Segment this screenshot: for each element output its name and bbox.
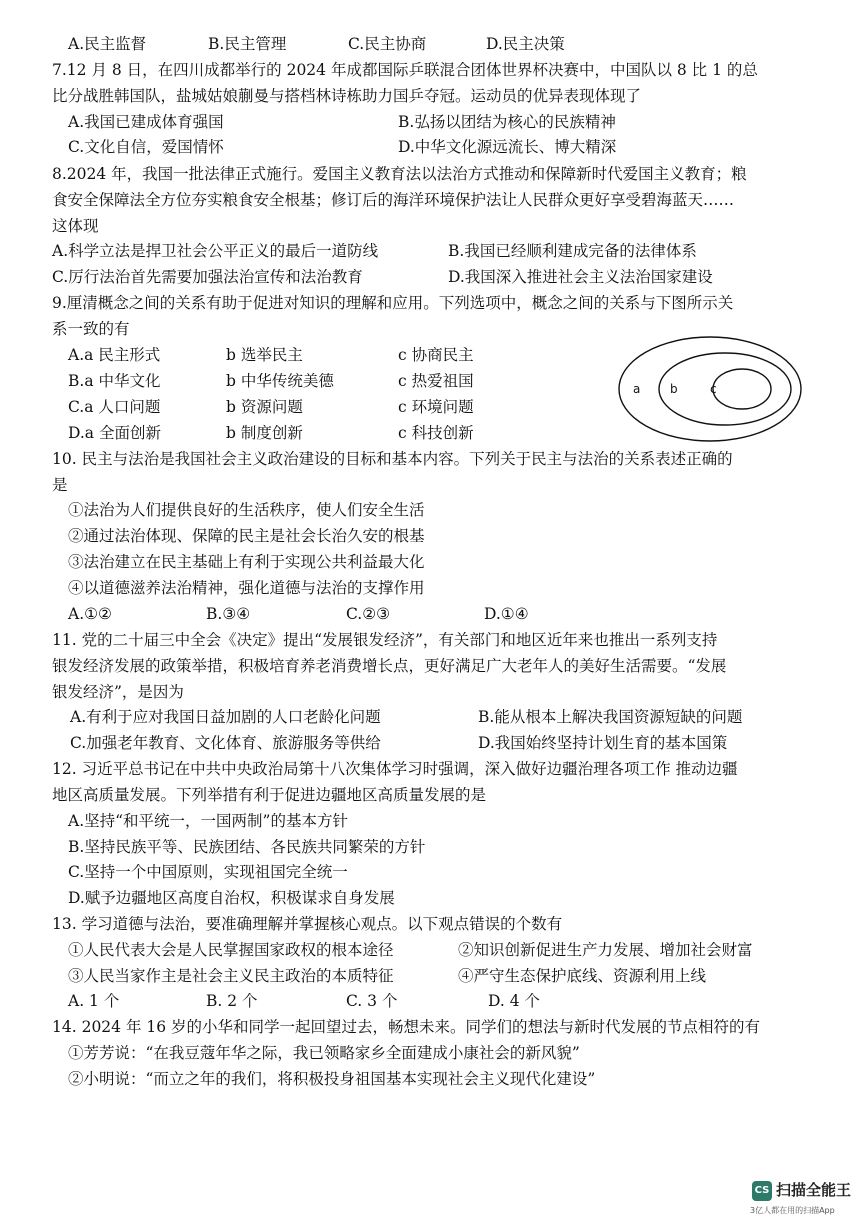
q13-stem: 13. 学习道德与法治，要准确理解并掌握核心观点。以下观点错误的个数有: [52, 915, 563, 933]
q7-stem-line-1: 7.12 月 8 日，在四川成都举行的 2024 年成都国际乒联混合团体世界杯决赛中，中国队以 8 比 1 的总: [52, 61, 758, 79]
q9-row-b-b: b 中华传统美德: [226, 372, 334, 390]
camscanner-slogan: 3亿人都在用的扫描App: [750, 1206, 835, 1215]
q9-row-d-c: c 科技创新: [398, 424, 474, 442]
label-c: c: [710, 382, 717, 396]
q13-item-2: ②知识创新促进生产力发展、增加社会财富: [458, 941, 753, 959]
q10-option-c: C.②③: [346, 605, 391, 623]
q10-item-2: ②通过法治体现、保障的民主是社会长治久安的根基: [68, 527, 425, 545]
q11-option-a: A.有利于应对我国日益加剧的人口老龄化问题: [70, 708, 381, 726]
q11-option-c: C.加强老年教育、文化体育、旅游服务等供给: [70, 734, 381, 752]
q7-option-a: A.我国已建成体育强国: [68, 113, 224, 131]
q9-stem-line-2: 系一致的有: [52, 320, 130, 338]
q7-option-d: D.中华文化源远流长、博大精深: [398, 138, 617, 156]
q13-item-1: ①人民代表大会是人民掌握国家政权的根本途径: [68, 941, 394, 959]
q13-option-b: B. 2 个: [206, 992, 258, 1010]
label-b: b: [670, 382, 678, 396]
q11-stem-line-2: 银发经济发展的政策举措，积极培育养老消费增长点，更好满足广大老年人的美好生活需要。“发展: [52, 657, 727, 675]
q10-stem-line-2: 是: [52, 476, 68, 494]
q7-stem-line-2: 比分战胜韩国队，盐城姑娘蒯曼与搭档林诗栋助力国乒夺冠。运动员的优异表现体现了: [52, 87, 642, 105]
q8-option-d: D.我国深入推进社会主义法治国家建设: [448, 268, 713, 286]
q9-row-b-c: c 热爱祖国: [398, 372, 474, 390]
q8-option-a: A.科学立法是捍卫社会公平正义的最后一道防线: [52, 242, 379, 260]
q8-option-b: B.我国已经顺利建成完备的法律体系: [448, 242, 697, 260]
q9-row-d-a: D.a 全面创新: [68, 424, 161, 442]
q9-nested-ellipses-diagram: [615, 333, 805, 445]
q13-item-3: ③人民当家作主是社会主义民主政治的本质特征: [68, 967, 394, 985]
q8-stem-line-2: 食安全保障法全方位夯实粮食安全根基；修订后的海洋环境保护法让人民群众更好享受碧海蓝天……: [52, 191, 735, 209]
q13-option-a: A. 1 个: [68, 992, 120, 1010]
q13-option-d: D. 4 个: [488, 992, 541, 1010]
q11-stem-line-1: 11. 党的二十届三中全会《决定》提出“发展银发经济”，有关部门和地区近年来也推出一系列支持: [52, 631, 718, 649]
q10-item-4: ④以道德滋养法治精神，强化道德与法治的支撑作用: [68, 579, 425, 597]
camscanner-brand: 扫描全能王: [776, 1181, 852, 1199]
q6-option-a: A.民主监督: [68, 35, 147, 53]
q14-item-2: ②小明说：“而立之年的我们，将积极投身祖国基本实现社会主义现代化建设”: [68, 1070, 596, 1088]
q9-row-c-c: c 环境问题: [398, 398, 474, 416]
q9-row-d-b: b 制度创新: [226, 424, 303, 442]
q13-item-4: ④严守生态保护底线、资源利用上线: [458, 967, 707, 985]
camscanner-logo-icon: CS: [752, 1181, 772, 1201]
q9-row-c-b: b 资源问题: [226, 398, 303, 416]
q12-option-b: B.坚持民族平等、民族团结、各民族共同繁荣的方针: [68, 838, 426, 856]
q8-stem-line-1: 8.2024 年，我国一批法律正式施行。爱国主义教育法以法治方式推动和保障新时代爱国主义教育；粮: [52, 165, 747, 183]
q11-stem-line-3: 银发经济”，是因为: [52, 683, 184, 701]
q8-stem-line-3: 这体现: [52, 217, 99, 235]
q14-item-1: ①芳芳说：“在我豆蔻年华之际，我已领略家乡全面建成小康社会的新风貌”: [68, 1044, 580, 1062]
q12-option-c: C.坚持一个中国原则，实现祖国完全统一: [68, 863, 348, 881]
q7-option-b: B.弘扬以团结为核心的民族精神: [398, 113, 616, 131]
q11-option-d: D.我国始终坚持计划生育的基本国策: [478, 734, 728, 752]
q10-item-3: ③法治建立在民主基础上有利于实现公共利益最大化: [68, 553, 425, 571]
q10-option-a: A.①②: [68, 605, 112, 623]
q12-option-d: D.赋予边疆地区高度自治权，积极谋求自身发展: [68, 889, 395, 907]
q12-stem-line-2: 地区高质量发展。下列举措有利于促进边疆地区高质量发展的是: [52, 786, 487, 804]
q12-option-a: A.坚持“和平统一，一国两制”的基本方针: [68, 812, 348, 830]
q9-row-a-a: A.a 民主形式: [68, 346, 161, 364]
q12-stem-line-1: 12. 习近平总书记在中共中央政治局第十八次集体学习时强调，深入做好边疆治理各项工作 推动边疆: [52, 760, 738, 778]
q7-option-c: C.文化自信，爱国情怀: [68, 138, 224, 156]
q9-row-a-b: b 选举民主: [226, 346, 303, 364]
q10-stem-line-1: 10. 民主与法治是我国社会主义政治建设的目标和基本内容。下列关于民主与法治的关系表述正确的: [52, 450, 733, 468]
q10-option-b: B.③④: [206, 605, 251, 623]
inner-ellipse: [713, 369, 771, 409]
q6-option-b: B.民主管理: [208, 35, 287, 53]
q10-item-1: ①法治为人们提供良好的生活秩序，使人们安全生活: [68, 501, 425, 519]
q14-stem: 14. 2024 年 16 岁的小华和同学一起回望过去，畅想未来。同学们的想法与新时代发展的节点相符的有: [52, 1018, 761, 1036]
q9-row-a-c: c 协商民主: [398, 346, 474, 364]
q9-row-c-a: C.a 人口问题: [68, 398, 161, 416]
q8-option-c: C.厉行法治首先需要加强法治宣传和法治教育: [52, 268, 363, 286]
q11-option-b: B.能从根本上解决我国资源短缺的问题: [478, 708, 743, 726]
q9-stem-line-1: 9.厘清概念之间的关系有助于促进对知识的理解和应用。下列选项中，概念之间的关系与下图所示关: [52, 294, 734, 312]
q9-row-b-a: B.a 中华文化: [68, 372, 161, 390]
q10-option-d: D.①④: [484, 605, 529, 623]
q6-option-c: C.民主协商: [348, 35, 427, 53]
q6-option-d: D.民主决策: [486, 35, 565, 53]
q13-option-c: C. 3 个: [346, 992, 398, 1010]
label-a: a: [633, 382, 641, 396]
